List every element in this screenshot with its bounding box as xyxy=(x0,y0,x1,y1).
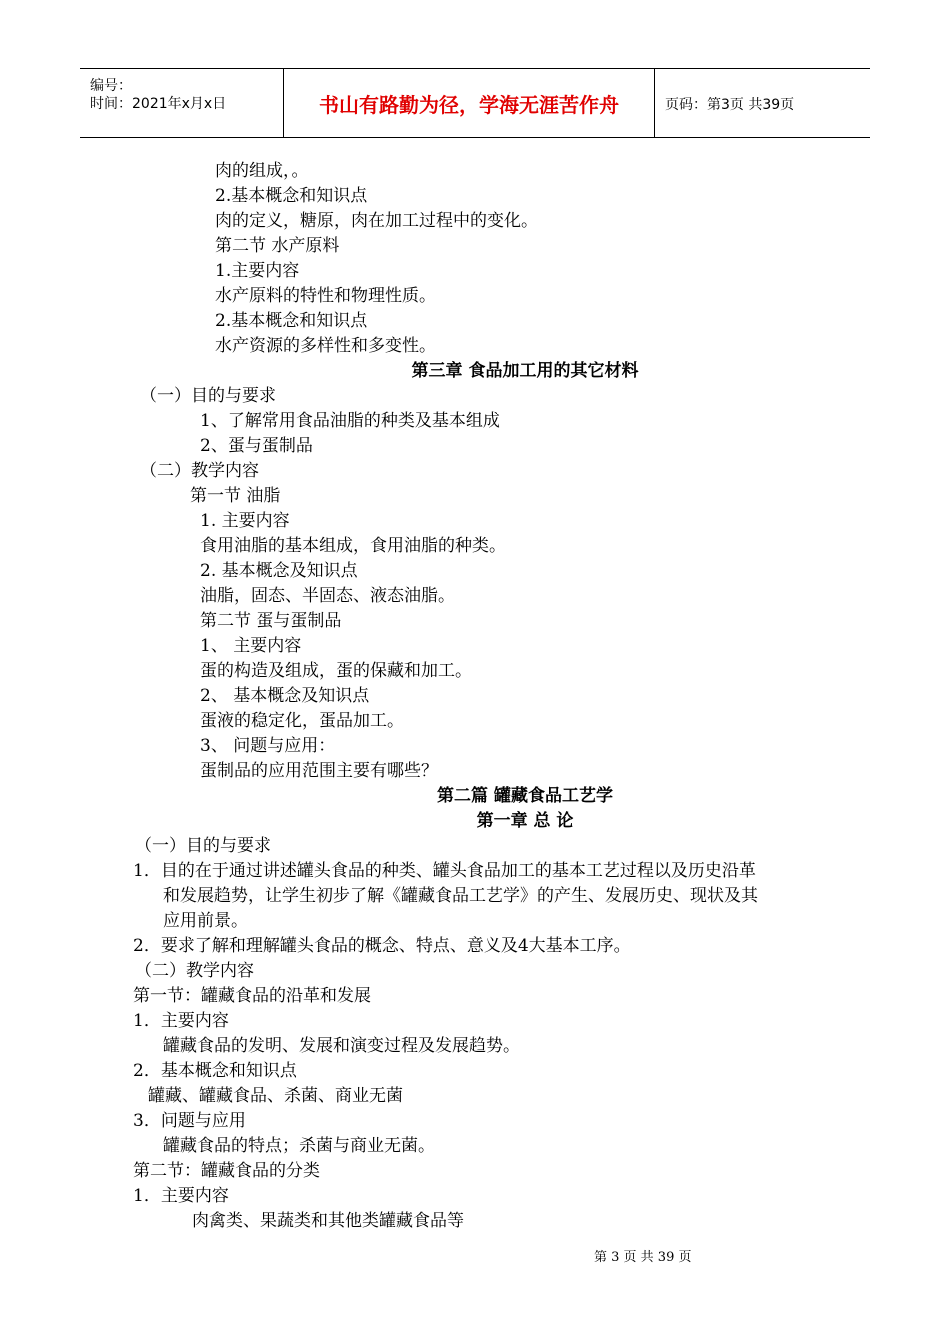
header-page-label: 页码：第3页 共39页 xyxy=(665,97,795,113)
chapter-title: 第一章 总 论 xyxy=(476,811,574,831)
header-page-cell xyxy=(655,69,870,137)
section-heading: 第一节 油脂 xyxy=(190,486,281,506)
doc-date-label: 时间：2021年x月x日 xyxy=(90,96,227,112)
header-motto-cell xyxy=(283,69,655,137)
body-line: 1.主要内容 xyxy=(215,261,300,281)
body-line: 1．主要内容 xyxy=(133,1186,229,1206)
body-line: 肉的组成，。 xyxy=(215,161,309,181)
doc-number-label: 编号： xyxy=(90,78,132,94)
body-line: 2．基本概念和知识点 xyxy=(133,1061,297,1081)
body-line: 水产原料的特性和物理性质。 xyxy=(215,286,436,306)
body-line: 1. 主要内容 xyxy=(200,511,290,531)
body-line: 3、 问题与应用： xyxy=(200,736,336,756)
body-line: 3．问题与应用 xyxy=(133,1111,246,1131)
body-line: 2.基本概念和知识点 xyxy=(215,186,368,206)
body-line: 2、 基本概念及知识点 xyxy=(200,686,370,706)
body-line: 1．目的在于通过讲述罐头食品的种类、罐头食品加工的基本工艺过程以及历史沿革 xyxy=(133,861,756,881)
body-line: 罐藏、罐藏食品、杀菌、商业无菌 xyxy=(148,1086,403,1106)
body-line: 2．要求了解和理解罐头食品的概念、特点、意义及4大基本工序。 xyxy=(133,936,631,956)
body-line: 蛋液的稳定化，蛋品加工。 xyxy=(200,711,404,731)
subsection-heading: （一）目的与要求 xyxy=(135,836,271,856)
part-title: 第二篇 罐藏食品工艺学 xyxy=(437,786,613,806)
body-line: 和发展趋势，让学生初步了解《罐藏食品工艺学》的产生、发展历史、现状及其 xyxy=(163,886,758,906)
body-line: 蛋制品的应用范围主要有哪些？ xyxy=(200,761,438,781)
page-footer: 第 3 页 共 39 页 xyxy=(594,1250,692,1265)
section-heading: 第二节：罐藏食品的分类 xyxy=(133,1161,320,1181)
body-line: 肉的定义，糖原，肉在加工过程中的变化。 xyxy=(215,211,538,231)
header-info-cell xyxy=(80,69,283,137)
body-line: 罐藏食品的特点；杀菌与商业无菌。 xyxy=(163,1136,435,1156)
body-line: 肉禽类、果蔬类和其他类罐藏食品等 xyxy=(192,1211,464,1231)
body-line: 1、了解常用食品油脂的种类及基本组成 xyxy=(200,411,500,431)
body-line: 2. 基本概念及知识点 xyxy=(200,561,358,581)
body-line: 油脂，固态、半固态、液态油脂。 xyxy=(200,586,455,606)
section-heading: 第二节 水产原料 xyxy=(215,236,340,256)
section-heading: 第二节 蛋与蛋制品 xyxy=(200,611,342,631)
body-line: 蛋的构造及组成，蛋的保藏和加工。 xyxy=(200,661,472,681)
document-header-table xyxy=(80,68,870,138)
section-heading: 第一节：罐藏食品的沿革和发展 xyxy=(133,986,371,1006)
header-motto: 书山有路勤为径，学海无涯苦作舟 xyxy=(319,93,619,117)
subsection-heading: （一）目的与要求 xyxy=(140,386,276,406)
body-line: 食用油脂的基本组成，食用油脂的种类。 xyxy=(200,536,506,556)
body-line: 应用前景。 xyxy=(163,911,248,931)
body-line: 1、 主要内容 xyxy=(200,636,302,656)
subsection-heading: （二）教学内容 xyxy=(140,461,259,481)
body-line: 罐藏食品的发明、发展和演变过程及发展趋势。 xyxy=(163,1036,520,1056)
body-line: 1．主要内容 xyxy=(133,1011,229,1031)
chapter-title: 第三章 食品加工用的其它材料 xyxy=(411,361,639,381)
body-line: 2、蛋与蛋制品 xyxy=(200,436,313,456)
subsection-heading: （二）教学内容 xyxy=(135,961,254,981)
body-line: 2.基本概念和知识点 xyxy=(215,311,368,331)
body-line: 水产资源的多样性和多变性。 xyxy=(215,336,436,356)
